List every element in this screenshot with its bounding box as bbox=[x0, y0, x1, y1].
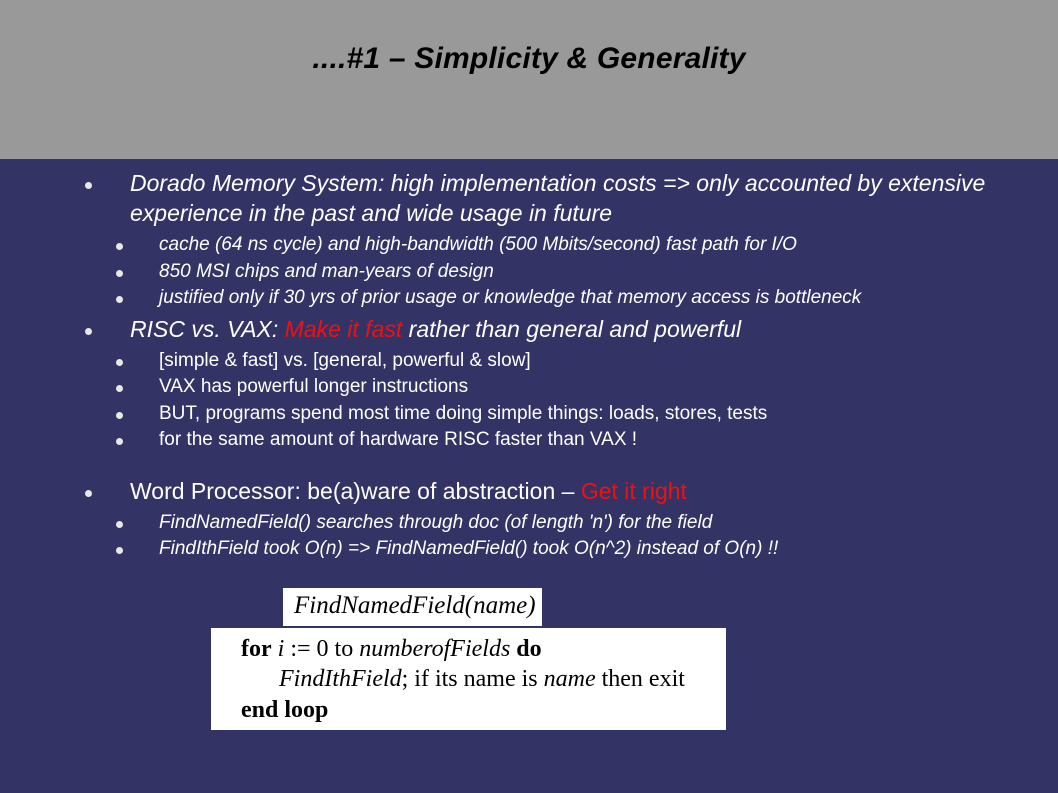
sub-bullet-justified bbox=[0, 285, 1058, 312]
code-line-find bbox=[279, 666, 685, 693]
bullet-dorado bbox=[0, 168, 1058, 228]
code-header: FindNamedField(name) bbox=[294, 592, 536, 619]
bullet-text-prefix: Word Processor: be(a)ware of abstraction – bbox=[130, 477, 581, 504]
sub-bullet-findith bbox=[0, 536, 1058, 563]
bullet-risc bbox=[0, 314, 1058, 344]
bullet-dot-icon bbox=[116, 412, 123, 419]
bullet-dot-icon bbox=[85, 328, 92, 335]
sub-bullet-text: FindNamedField() searches through doc (of length 'n') for the field bbox=[159, 511, 713, 533]
var-numberoffields: numberofFields bbox=[359, 636, 511, 662]
sub-bullet-programs bbox=[0, 401, 1058, 428]
bullet-word-processor bbox=[0, 476, 1058, 506]
bullet-text-suffix: rather than general and powerful bbox=[402, 315, 742, 342]
slide-title: ....#1 – Simplicity & Generality bbox=[312, 42, 746, 75]
bullet-dot-icon bbox=[116, 270, 123, 277]
bullet-text-prefix: RISC vs. VAX: bbox=[130, 315, 285, 342]
bullet-text: Dorado Memory System: high implementation costs => only accounted by extensive experience in the past and wide usage in future bbox=[130, 170, 986, 226]
slide-content bbox=[0, 168, 1058, 563]
bullet-dot-icon bbox=[116, 521, 123, 528]
keyword-do: do bbox=[510, 636, 542, 662]
func-findithfield: FindIthField bbox=[279, 666, 402, 692]
code-line-end bbox=[241, 697, 328, 724]
sub-bullet-findnamed bbox=[0, 510, 1058, 537]
bullet-dot-icon bbox=[116, 359, 123, 366]
sub-bullet-vax bbox=[0, 374, 1058, 401]
code-text: := 0 to bbox=[284, 636, 360, 662]
sub-bullet-text: justified only if 30 yrs of prior usage or knowledge that memory access is bottleneck bbox=[159, 287, 862, 308]
bullet-dot-icon bbox=[85, 490, 92, 497]
keyword-end-loop: end loop bbox=[241, 697, 329, 723]
var-i: i bbox=[277, 636, 285, 662]
sub-bullet-text: cache (64 ns cycle) and high-bandwidth (500 Mbits/second) fast path for I/O bbox=[159, 234, 797, 255]
sub-bullet-text: [simple & fast] vs. [general, powerful & slow] bbox=[159, 349, 531, 371]
bullet-dot-icon bbox=[116, 296, 123, 303]
sub-bullet-simple-fast bbox=[0, 348, 1058, 375]
code-text: then exit bbox=[595, 666, 685, 692]
sub-bullet-text: 850 MSI chips and man-years of design bbox=[159, 260, 494, 282]
code-line-for bbox=[241, 636, 542, 663]
sub-bullet-text: for the same amount of hardware RISC faster than VAX ! bbox=[159, 429, 638, 450]
sub-bullet-text: FindIthField took O(n) => FindNamedField() took O(n^2) instead of O(n) !! bbox=[159, 538, 779, 559]
code-text: ; if its name is bbox=[401, 666, 544, 692]
bullet-dot-icon bbox=[116, 243, 123, 250]
var-name: name bbox=[543, 666, 596, 692]
bullet-dot-icon bbox=[85, 182, 92, 189]
sub-bullet-cache bbox=[0, 232, 1058, 259]
code-header-box bbox=[283, 588, 542, 626]
bullet-dot-icon bbox=[116, 385, 123, 392]
sub-bullet-text: BUT, programs spend most time doing simple things: loads, stores, tests bbox=[159, 402, 768, 424]
spacer bbox=[0, 454, 1058, 476]
highlight-text: Get it right bbox=[580, 477, 687, 504]
sub-bullet-msi bbox=[0, 259, 1058, 286]
bullet-dot-icon bbox=[116, 547, 123, 554]
keyword-for: for bbox=[241, 636, 272, 662]
sub-bullet-hardware bbox=[0, 427, 1058, 454]
bullet-dot-icon bbox=[116, 438, 123, 445]
sub-bullet-text: VAX has powerful longer instructions bbox=[159, 376, 469, 397]
title-bar bbox=[0, 0, 1058, 159]
highlight-text: Make it fast bbox=[284, 315, 403, 342]
code-body-box bbox=[211, 628, 726, 730]
